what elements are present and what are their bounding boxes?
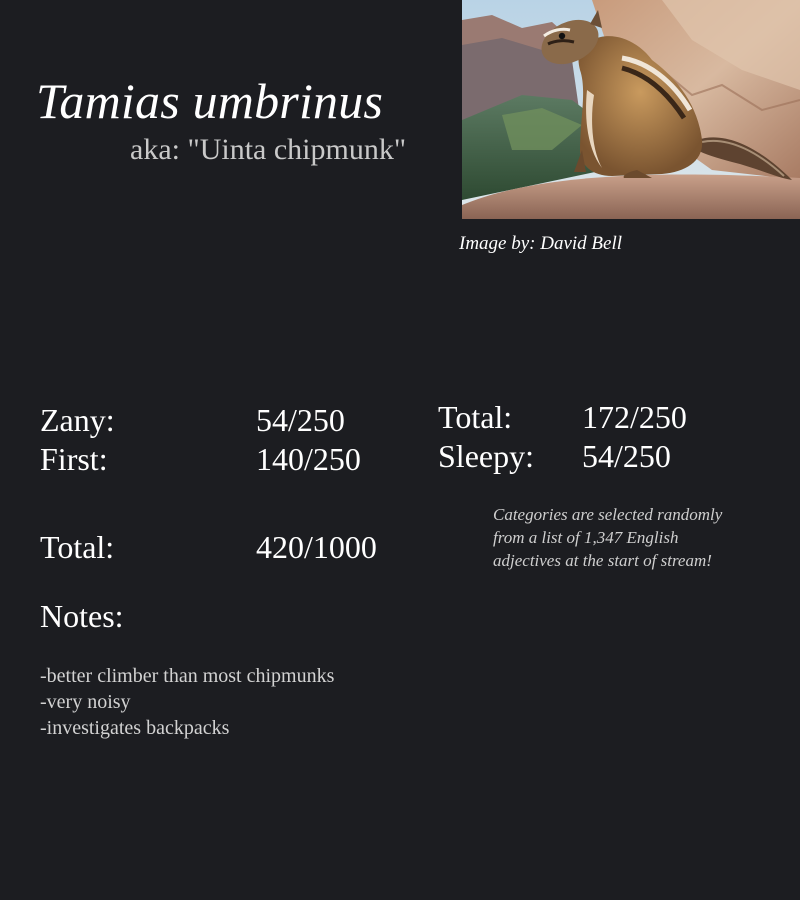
score-label-sleepy: Sleepy: xyxy=(438,438,534,474)
score-label-zany: Zany: xyxy=(40,402,115,438)
score-label-first: First: xyxy=(40,441,108,477)
score-label-total-right: Total: xyxy=(438,399,513,435)
score-value-sleepy: 54/250 xyxy=(582,438,671,474)
chipmunk-photo xyxy=(462,0,800,219)
notes-list xyxy=(40,663,334,741)
notes-item: -very noisy xyxy=(40,691,131,713)
notes-item: -investigates backpacks xyxy=(40,717,230,739)
common-name: aka: "Uinta chipmunk" xyxy=(130,133,407,166)
notes-heading: Notes: xyxy=(40,598,124,634)
score-value-total-right: 172/250 xyxy=(582,399,687,435)
score-value-zany: 54/250 xyxy=(256,402,345,438)
grand-total-value: 420/1000 xyxy=(256,529,377,565)
species-title: Tamias umbrinus xyxy=(36,73,384,129)
notes-item: -better climber than most chipmunks xyxy=(40,665,335,687)
image-credit: Image by: David Bell xyxy=(459,233,623,254)
grand-total-label: Total: xyxy=(40,529,115,565)
score-value-first: 140/250 xyxy=(256,441,361,477)
category-note: Categories are selected randomly from a list of 1,347 English adjectives at the start of stream! xyxy=(493,505,723,570)
